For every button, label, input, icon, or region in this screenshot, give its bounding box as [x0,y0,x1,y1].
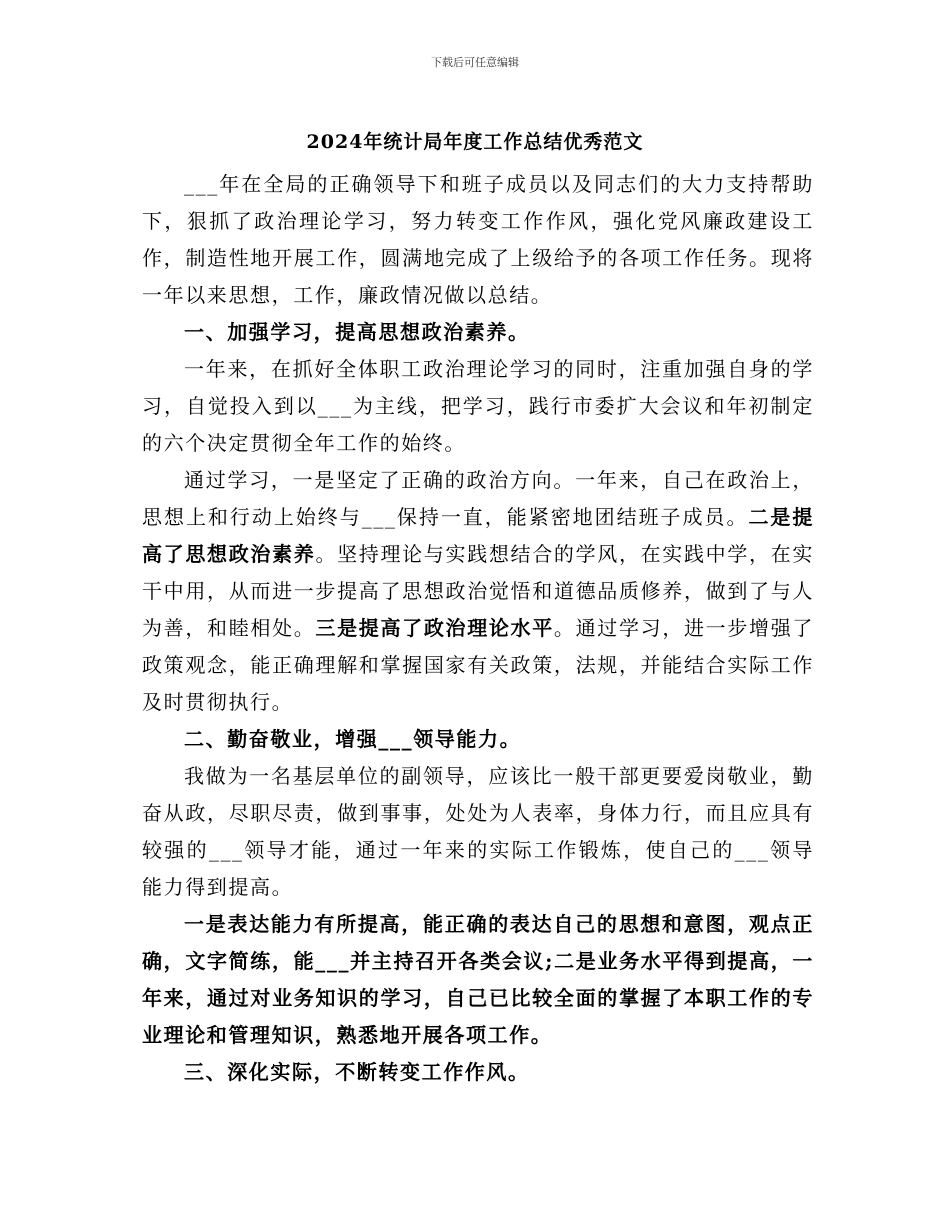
section-1-paragraph-2 [142,462,814,721]
section-2-heading: 二、勤奋敬业，增强___领导能力。 [184,727,522,751]
section-2-paragraph-2: 一是表达能力有所提高，能正确的表达自己的思想和意图，观点正确，文字简练，能___并主持召开各类会议;二是业务水平得到提高，一年来，通过对业务知识的学习，自己已比较全面的掌握了本职工作的专业理论和管理知识，熟悉地开展各项工作。 [142,912,814,1047]
section-1-p2-part-e: 。通过学习，进一步增强了政策观念，能正确理解和掌握国家有关政策，法规，并能结合实际工作及时贯彻执行。 [142,616,814,714]
section-1-p2-bold-point-2: 二是提高了思想政治素养 [142,505,814,566]
document-body [142,166,814,1091]
document-title: 2024年统计局年度工作总结优秀范文 [306,131,644,153]
section-1-p2-part-c: 。坚持理论与实践想结合的学风，在实践中学，在实干中用，从而进一步提高了思想政治觉悟和道德品质修养，做到了与人为善，和睦相处。 [142,542,814,640]
header-note: 下载后可任意编辑 [431,56,519,69]
section-2-paragraph-1: 我做为一名基层单位的副领导，应该比一般干部更要爱岗敬业，勤奋从政，尽职尽责，做到事事，处处为人表率，身体力行，而且应具有较强的___领导才能，通过一年来的实际工作锻炼，使自己的___领导能力得到提高。 [142,764,814,899]
intro-paragraph: ___年在全局的正确领导下和班子成员以及同志们的大力支持帮助下，狠抓了政治理论学习，努力转变工作作风，强化党风廉政建设工作，制造性地开展工作，圆满地完成了上级给予的各项工作任务。现将一年以来思想，工作，廉政情况做以总结。 [142,172,814,307]
section-1-p2-part-a: 通过学习，一是坚定了正确的政治方向。一年来，自己在政治上，思想上和行动上始终与___保持一直，能紧密地团结班子成员。 [142,468,814,529]
section-1-heading: 一、加强学习，提高思想政治素养。 [184,320,530,344]
section-3-heading: 三、深化实际，不断转变工作作风。 [184,1060,530,1084]
section-1-p2-bold-point-3: 三是提高了政治理论水平 [315,616,554,640]
section-1-paragraph-1: 一年来，在抓好全体职工政治理论学习的同时，注重加强自身的学习，自觉投入到以___为主线，把学习，践行市委扩大会议和年初制定的六个决定贯彻全年工作的始终。 [142,357,814,455]
